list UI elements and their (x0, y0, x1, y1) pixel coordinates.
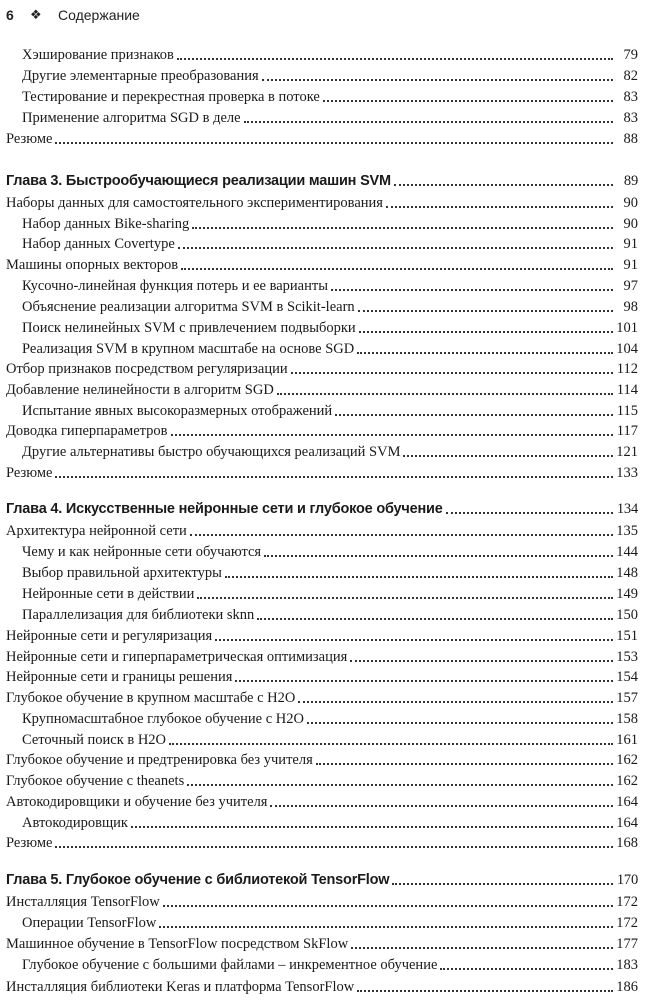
dot-leader (257, 616, 613, 620)
toc-entry-page: 158 (616, 711, 638, 727)
toc-entry-title: Добавление нелинейности в алгоритм SGD (6, 382, 274, 398)
dot-leader (270, 803, 613, 807)
toc-entry-page: 91 (623, 236, 638, 252)
toc-entry-title: Другие элементарные преобразования (22, 68, 259, 84)
dot-leader (215, 637, 613, 641)
toc-entry (22, 400, 638, 420)
toc-entry-title: Хэширование признаков (22, 47, 174, 63)
toc-entry (6, 749, 638, 769)
page-number: 6 (6, 7, 14, 23)
toc-entry-page: 177 (616, 936, 638, 952)
toc-entry (22, 296, 638, 316)
toc-entry-page: 157 (616, 690, 638, 706)
toc-entry-page: 144 (616, 544, 638, 560)
toc-entry-page: 115 (616, 403, 638, 419)
toc-entry-page: 79 (623, 47, 638, 63)
toc-entry-page: 121 (616, 444, 638, 460)
toc-entry-title: Сеточный поиск в H2O (22, 732, 167, 748)
toc-entry-page: 149 (616, 586, 638, 602)
toc-entry-page: 97 (623, 278, 638, 294)
dot-leader (235, 678, 613, 682)
toc-entry-title: Глубокое обучение с большими файлами – инкрементное обучение (22, 957, 438, 973)
toc-entry (22, 317, 638, 337)
toc-entry-title: Параллелизация для библиотеки sknn (22, 607, 255, 623)
dot-leader (359, 329, 613, 333)
toc-entry-title: Автокодировщик (22, 815, 128, 831)
dot-leader (262, 77, 613, 81)
toc-entry (22, 541, 638, 561)
toc-entry-page: 98 (623, 299, 638, 315)
toc-chapter-entry (6, 498, 638, 518)
toc-entry-page: 150 (616, 607, 638, 623)
toc-entry (6, 128, 638, 148)
toc-entry (22, 729, 638, 749)
dot-leader (350, 658, 613, 662)
dot-leader (55, 474, 613, 478)
toc-entry-page: 90 (623, 195, 638, 211)
toc-entry-page: 134 (616, 501, 638, 517)
toc-entry-title: Глубокое обучение и предтренировка без учителя (6, 752, 313, 768)
dot-leader (131, 824, 613, 828)
dot-leader (187, 782, 613, 786)
dot-leader (335, 412, 613, 416)
toc-entry-title: Глубокое обучение с theanets (6, 773, 185, 789)
toc-entry-page: 154 (616, 669, 638, 685)
toc-entry-page: 135 (616, 523, 638, 539)
toc-entry (6, 379, 638, 399)
toc-entry-page: 172 (616, 915, 638, 931)
toc-entry (6, 891, 638, 911)
toc-entry-title: Испытание явных высокоразмерных отображений (22, 403, 333, 419)
toc-entry-page: 183 (616, 957, 638, 973)
toc-entry-page: 117 (616, 423, 638, 439)
toc-entry (22, 708, 638, 728)
dot-leader (351, 945, 613, 949)
toc-entry (6, 254, 638, 274)
toc-entry-page: 89 (623, 173, 638, 189)
toc-entry-title: Крупномасштабное глубокое обучение с H2O (22, 711, 304, 727)
dot-leader (190, 532, 613, 536)
toc-entry-title: Наборы данных для самостоятельного экспериментирования (6, 195, 383, 211)
toc-entry (6, 770, 638, 790)
dot-leader (392, 881, 613, 885)
toc-entry (22, 562, 638, 582)
toc-entry-title: Другие альтернативы быстро обучающихся реализаций SVM (22, 444, 401, 460)
toc-entry-page: 164 (616, 815, 638, 831)
toc-entry-title: Машинное обучение в TensorFlow посредством SkFlow (6, 936, 349, 952)
dot-leader (298, 699, 613, 703)
dot-leader (244, 119, 613, 123)
toc-entry-title: Поиск нелинейных SVM с привлечением подвыборки (22, 320, 356, 336)
toc-entry-title: Тестирование и перекрестная проверка в потоке (22, 89, 320, 105)
toc-entry (6, 832, 638, 852)
toc-entry-title: Глава 4. Искусственные нейронные сети и глубокое обучение (6, 501, 443, 517)
toc-entry-title: Применение алгоритма SGD в деле (22, 110, 241, 126)
dot-leader (169, 741, 613, 745)
toc-entry-page: 148 (616, 565, 638, 581)
dot-leader (177, 56, 613, 60)
toc-entry-title: Глава 5. Глубокое обучение с библиотекой TensorFlow (6, 872, 390, 888)
toc-entry (22, 65, 638, 85)
toc-entry (6, 976, 638, 996)
toc-entry (22, 912, 638, 932)
toc-entry-page: 101 (616, 320, 638, 336)
toc-entry-page: 104 (616, 341, 638, 357)
dot-leader (331, 287, 613, 291)
toc-entry (22, 233, 638, 253)
toc-entry-page: 162 (616, 752, 638, 768)
toc-entry-title: Операции TensorFlow (22, 915, 157, 931)
dot-leader (171, 432, 614, 436)
toc-entry (22, 213, 638, 233)
toc-entry (22, 954, 638, 974)
dot-leader (277, 391, 613, 395)
toc-entry (22, 86, 638, 106)
toc-entry (6, 420, 638, 440)
toc-entry-page: 170 (616, 872, 638, 888)
toc-entry-title: Нейронные сети и регуляризация (6, 628, 213, 644)
dot-leader (291, 370, 613, 374)
toc-entry-title: Резюме (6, 835, 53, 851)
toc-entry (6, 358, 638, 378)
toc-entry (22, 275, 638, 295)
toc-entry-page: 164 (616, 794, 638, 810)
toc-entry (6, 625, 638, 645)
toc-entry (22, 812, 638, 832)
toc-entry (22, 604, 638, 624)
toc-entry-page: 133 (616, 465, 638, 481)
toc-entry-page: 172 (616, 894, 638, 910)
toc-entry-title: Глава 3. Быстрообучающиеся реализации машин SVM (6, 173, 391, 189)
dot-leader (55, 844, 613, 848)
toc-entry (6, 520, 638, 540)
toc-entry (6, 192, 638, 212)
toc-entry-page: 161 (616, 732, 638, 748)
toc-entry-title: Кусочно-линейная функция потерь и ее варианты (22, 278, 328, 294)
toc-chapter-entry (6, 170, 638, 190)
toc-entry-title: Доводка гиперпараметров (6, 423, 168, 439)
dot-leader (159, 924, 613, 928)
dot-leader (357, 988, 613, 992)
dot-leader (55, 140, 613, 144)
toc-entry-title: Машины опорных векторов (6, 257, 179, 273)
toc-entry (6, 666, 638, 686)
toc-entry-title: Инсталляция TensorFlow (6, 894, 160, 910)
toc-entry (6, 933, 638, 953)
toc-entry-title: Нейронные сети и границы решения (6, 669, 233, 685)
dot-leader (163, 903, 613, 907)
dot-leader (225, 574, 613, 578)
toc-entry (6, 791, 638, 811)
toc-entry-title: Резюме (6, 131, 53, 147)
toc-entry-page: 168 (616, 835, 638, 851)
toc-entry (22, 583, 638, 603)
dot-leader (307, 720, 613, 724)
dot-leader (403, 453, 613, 457)
toc-entry-title: Отбор признаков посредством регуляризации (6, 361, 288, 377)
toc-entry-page: 82 (623, 68, 638, 84)
toc-entry (22, 44, 638, 64)
toc-entry (22, 338, 638, 358)
toc-entry-title: Глубокое обучение в крупном масштабе с H2O (6, 690, 296, 706)
dot-leader (181, 266, 613, 270)
dot-leader (357, 350, 613, 354)
toc-entry (6, 687, 638, 707)
toc-entry-page: 90 (623, 216, 638, 232)
toc-entry-page: 153 (616, 649, 638, 665)
dot-leader (197, 595, 613, 599)
toc-entry-page: 151 (616, 628, 638, 644)
toc-entry-page: 83 (623, 89, 638, 105)
toc-entry-title: Объяснение реализации алгоритма SVM в Scikit-learn (22, 299, 355, 315)
toc-chapter-entry (6, 869, 638, 889)
dot-leader (323, 98, 613, 102)
dot-leader (386, 204, 613, 208)
toc-entry-title: Резюме (6, 465, 53, 481)
toc-entry-title: Нейронные сети и гиперпараметрическая оптимизация (6, 649, 348, 665)
toc-entry-title: Нейронные сети в действии (22, 586, 195, 602)
dot-leader (192, 225, 613, 229)
toc-entry-title: Реализация SVM в крупном масштабе на основе SGD (22, 341, 355, 357)
dot-leader (446, 510, 613, 514)
toc-entry-page: 162 (616, 773, 638, 789)
dot-leader (394, 182, 613, 186)
dot-leader (264, 553, 613, 557)
toc-entry-page: 83 (623, 110, 638, 126)
header-title: Содержание (58, 7, 140, 23)
toc-entry-page: 186 (616, 979, 638, 995)
toc-entry-page: 112 (616, 361, 638, 377)
toc-entry-page: 88 (623, 131, 638, 147)
dot-leader (178, 245, 613, 249)
toc-entry-title: Чему и как нейронные сети обучаются (22, 544, 262, 560)
toc-entry-title: Инсталляция библиотеки Keras и платформа TensorFlow (6, 979, 355, 995)
toc-entry (22, 107, 638, 127)
toc-entry-title: Автокодировщики и обучение без учителя (6, 794, 268, 810)
toc-entry (6, 462, 638, 482)
toc-entry-title: Набор данных Covertype (22, 236, 175, 252)
diamond-ornament-icon: ❖ (30, 7, 42, 22)
toc-entry (22, 441, 638, 461)
toc-entry-page: 91 (623, 257, 638, 273)
toc-entry-title: Выбор правильной архитектуры (22, 565, 222, 581)
toc-entry (6, 646, 638, 666)
dot-leader (440, 966, 613, 970)
dot-leader (358, 308, 613, 312)
toc-entry-page: 114 (616, 382, 638, 398)
dot-leader (316, 761, 613, 765)
toc-entry-title: Набор данных Bike-sharing (22, 216, 190, 232)
toc-entry-title: Архитектура нейронной сети (6, 523, 187, 539)
